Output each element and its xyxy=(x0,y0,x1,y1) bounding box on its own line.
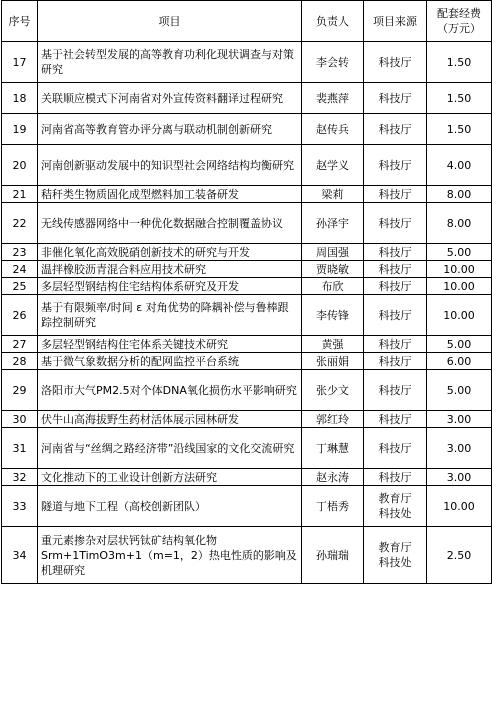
row-person: 赵永涛 xyxy=(302,469,364,486)
row-person: 贾晓敏 xyxy=(302,261,364,278)
row-person: 张丽娟 xyxy=(302,353,364,370)
row-number: 29 xyxy=(2,370,38,411)
table-row xyxy=(2,428,492,469)
row-source: 科技厅 xyxy=(364,244,427,261)
row-project-title: 河南省高等教育管办评分离与联动机制创新研究 xyxy=(38,114,302,145)
table-row xyxy=(2,114,492,145)
row-number: 20 xyxy=(2,145,38,186)
row-project-title: 隧道与地下工程（高校创新团队） xyxy=(38,486,302,527)
table-row xyxy=(2,295,492,336)
row-project-title: 基于有限频率/时间 ε 对角优势的降耦补偿与鲁棒跟踪控制研究 xyxy=(38,295,302,336)
row-source-line: 教育厅 xyxy=(378,492,412,505)
row-project-title: 洛阳市大气PM2.5对个体DNA氧化损伤水平影响研究 xyxy=(38,370,302,411)
row-source: 科技厅 xyxy=(364,370,427,411)
row-number: 26 xyxy=(2,295,38,336)
row-source: 科技厅 xyxy=(364,353,427,370)
table-row xyxy=(2,411,492,428)
row-project-title: 多层轻型钢结构住宅体系关键技术研究 xyxy=(38,336,302,353)
row-number: 24 xyxy=(2,261,38,278)
row-project-title: 基于微气象数据分析的配网监控平台系统 xyxy=(38,353,302,370)
row-fund: 10.00 xyxy=(427,278,492,295)
row-number: 27 xyxy=(2,336,38,353)
row-project-title: 河南创新驱动发展中的知识型社会网络结构均衡研究 xyxy=(38,145,302,186)
row-project-title: 多层轻型钢结构住宅结构体系研究及开发 xyxy=(38,278,302,295)
header-source: 项目来源 xyxy=(364,1,427,42)
row-number: 28 xyxy=(2,353,38,370)
row-source: 科技厅 xyxy=(364,203,427,244)
row-fund: 5.00 xyxy=(427,370,492,411)
row-source-line: 科技处 xyxy=(378,556,412,569)
row-number: 25 xyxy=(2,278,38,295)
row-person: 赵传兵 xyxy=(302,114,364,145)
table-row xyxy=(2,261,492,278)
row-number: 34 xyxy=(2,527,38,584)
row-number: 33 xyxy=(2,486,38,527)
row-source: 科技厅 xyxy=(364,261,427,278)
row-fund: 1.50 xyxy=(427,83,492,114)
row-source: 科技厅 xyxy=(364,295,427,336)
row-number: 31 xyxy=(2,428,38,469)
row-source: 科技厅 xyxy=(364,186,427,203)
row-fund: 3.00 xyxy=(427,469,492,486)
row-fund: 10.00 xyxy=(427,486,492,527)
row-person: 孙瑞瑞 xyxy=(302,527,364,584)
row-person: 张少文 xyxy=(302,370,364,411)
table-row xyxy=(2,83,492,114)
row-source-line: 教育厅 xyxy=(378,541,412,554)
row-person: 黄强 xyxy=(302,336,364,353)
table-body xyxy=(2,42,492,584)
header-title: 项目 xyxy=(38,1,302,42)
table-row xyxy=(2,203,492,244)
table-row xyxy=(2,244,492,261)
row-fund: 5.00 xyxy=(427,336,492,353)
row-number: 19 xyxy=(2,114,38,145)
row-source: 科技厅 xyxy=(364,83,427,114)
project-funding-table xyxy=(1,0,492,584)
row-source: 科技厅 xyxy=(364,336,427,353)
row-project-title: 重元素掺杂对层状钙钛矿结构氧化物Srm+1TimO3m+1（m=1，2）热电性质的影响及机理研究 xyxy=(38,527,302,584)
row-fund: 10.00 xyxy=(427,295,492,336)
row-project-title: 伏牛山高海拔野生药材活体展示园林研发 xyxy=(38,411,302,428)
row-fund: 6.00 xyxy=(427,353,492,370)
table-row xyxy=(2,353,492,370)
row-fund: 2.50 xyxy=(427,527,492,584)
row-person: 丁梧秀 xyxy=(302,486,364,527)
row-number: 18 xyxy=(2,83,38,114)
row-project-title: 无线传感器网络中一种优化数据融合控制覆盖协议 xyxy=(38,203,302,244)
row-person: 孙泽宇 xyxy=(302,203,364,244)
table-header-row xyxy=(2,1,492,42)
row-person: 布欣 xyxy=(302,278,364,295)
row-person: 李传锋 xyxy=(302,295,364,336)
table-row xyxy=(2,486,492,527)
row-source: 科技厅 xyxy=(364,114,427,145)
row-number: 32 xyxy=(2,469,38,486)
row-project-title: 温拌橡胶沥青混合料应用技术研究 xyxy=(38,261,302,278)
row-person: 丁琳慧 xyxy=(302,428,364,469)
row-source xyxy=(364,527,427,584)
header-no: 序号 xyxy=(2,1,38,42)
row-project-title: 基于社会转型发展的高等教育功利化现状调查与对策研究 xyxy=(38,42,302,83)
row-fund: 4.00 xyxy=(427,145,492,186)
row-person: 裴燕萍 xyxy=(302,83,364,114)
header-fund: 配套经费（万元） xyxy=(427,1,492,42)
row-fund: 8.00 xyxy=(427,203,492,244)
row-source xyxy=(364,486,427,527)
row-number: 17 xyxy=(2,42,38,83)
table-row xyxy=(2,370,492,411)
row-fund: 5.00 xyxy=(427,244,492,261)
table-row xyxy=(2,145,492,186)
table-row xyxy=(2,42,492,83)
row-project-title: 关联顺应模式下河南省对外宣传资料翻译过程研究 xyxy=(38,83,302,114)
row-project-title: 秸秆类生物质固化成型燃料加工装备研发 xyxy=(38,186,302,203)
row-project-title: 非催化氧化高效脱硝创新技术的研究与开发 xyxy=(38,244,302,261)
row-fund: 10.00 xyxy=(427,261,492,278)
row-fund: 8.00 xyxy=(427,186,492,203)
row-fund: 1.50 xyxy=(427,114,492,145)
row-source: 科技厅 xyxy=(364,469,427,486)
row-person: 周国强 xyxy=(302,244,364,261)
row-person: 梁莉 xyxy=(302,186,364,203)
table-row xyxy=(2,186,492,203)
row-source: 科技厅 xyxy=(364,145,427,186)
table-row xyxy=(2,469,492,486)
row-fund: 1.50 xyxy=(427,42,492,83)
row-fund: 3.00 xyxy=(427,411,492,428)
row-person: 郭红玲 xyxy=(302,411,364,428)
row-source: 科技厅 xyxy=(364,278,427,295)
row-source-line: 科技处 xyxy=(378,507,412,520)
table-row xyxy=(2,336,492,353)
row-number: 22 xyxy=(2,203,38,244)
row-source: 科技厅 xyxy=(364,411,427,428)
row-source: 科技厅 xyxy=(364,42,427,83)
table-row xyxy=(2,527,492,584)
row-person: 赵学义 xyxy=(302,145,364,186)
table-row xyxy=(2,278,492,295)
row-number: 21 xyxy=(2,186,38,203)
row-fund: 3.00 xyxy=(427,428,492,469)
row-number: 23 xyxy=(2,244,38,261)
header-person: 负责人 xyxy=(302,1,364,42)
row-project-title: 文化推动下的工业设计创新方法研究 xyxy=(38,469,302,486)
row-person: 李会转 xyxy=(302,42,364,83)
row-project-title: 河南省与“丝绸之路经济带”沿线国家的文化交流研究 xyxy=(38,428,302,469)
row-number: 30 xyxy=(2,411,38,428)
row-source: 科技厅 xyxy=(364,428,427,469)
